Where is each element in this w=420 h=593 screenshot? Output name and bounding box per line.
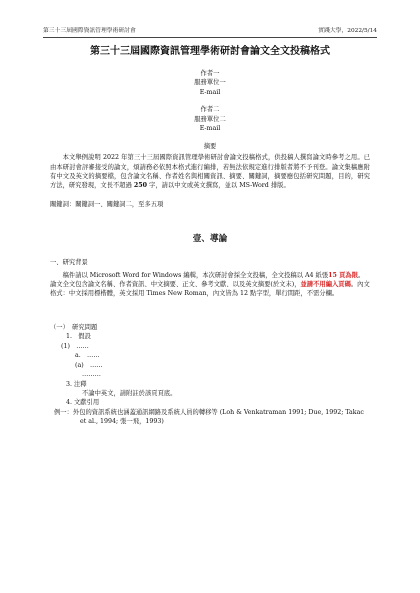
citation-example: 例一：外包的資訊系統也涵蓋通訊網路及系統人員的轉移等 (Loh & Venkatraman 1991; Due, 1992; Takac et al., 1994; 張一飛，1993) bbox=[54, 408, 364, 426]
abstract-body: 本文舉例說明 2022 年第三十三屆國際資訊管理學術研討會論文投稿格式，供投稿人撰寫論文時參考之用。已由本研討會評審接受的論文，煩請務必依照本格式進行編排，若無法依規定進行排版者將不予刊登。論文集稿應附有中文及英文的摘要檔，包含論文名稱、作者姓名與相關資訊、摘要、關鍵詞，摘要應包括研究問題，目的，研究方法，研究發現，文長不超過 bbox=[50, 154, 370, 190]
outline-level4a: a. …… bbox=[75, 352, 100, 360]
author-affiliation: 服務單位一 bbox=[194, 79, 226, 87]
outline-level1 bbox=[50, 323, 370, 332]
abstract-word-limit: 250 bbox=[133, 182, 148, 190]
no-page-number-highlight: 並請不用編入頁碼 bbox=[300, 281, 351, 289]
outline-level1-text: 研究問題 bbox=[72, 323, 98, 331]
outline-level1-number: （一） bbox=[50, 323, 66, 331]
header-conference: 第三十三屆國際資訊管理學術研討會 bbox=[43, 28, 136, 34]
outline-citation-heading: 4. 文獻引用 bbox=[66, 399, 100, 407]
page-limit-highlight: 15 頁為限 bbox=[328, 271, 358, 279]
outline-level2: 1. 假設 bbox=[66, 333, 91, 341]
author-affiliation: 服務單位二 bbox=[194, 115, 226, 123]
author-email: E-mail bbox=[199, 125, 221, 133]
background-text-b: 。論文全文包含論文名稱、作者資訊、中文摘要、正文、參考文獻、以及英文摘要(於文末)， bbox=[50, 271, 365, 289]
author-name: 作者一 bbox=[200, 70, 220, 77]
abstract-ending: 字，請以中文或英文撰寫，並以 MS-Word 排版。 bbox=[147, 182, 290, 190]
outline-notes-text: 不論中英文，請附註於該頁頁底。 bbox=[82, 389, 177, 397]
header-divider bbox=[43, 37, 377, 38]
outline-level3: (1) …… bbox=[61, 342, 89, 350]
document-body bbox=[50, 44, 370, 427]
background-text-c: 。內文格式：中文採用標楷體，英文採用 Times New Roman，內文皆為 12 點字型，單行間距，不需分欄。 bbox=[50, 281, 370, 298]
author-email: E-mail bbox=[199, 88, 221, 96]
author-block-2 bbox=[50, 105, 370, 133]
paper-title: 第三十三屆國際資訊管理學術研討會論文全文投稿格式 bbox=[90, 46, 330, 57]
author-block-1 bbox=[50, 69, 370, 97]
page-header bbox=[43, 27, 377, 36]
section-heading: 壹、導論 bbox=[192, 234, 228, 245]
subsection-heading: 一、研究背景 bbox=[50, 259, 88, 267]
keywords-line: 關鍵詞：關鍵詞一、關鍵詞二，至多五項 bbox=[50, 200, 164, 208]
abstract-text bbox=[50, 153, 370, 191]
header-venue-date: 實踐大學，2022/5/14 bbox=[318, 28, 377, 34]
outline-notes-heading: 3. 注釋 bbox=[66, 380, 87, 388]
background-text-a: 稿件請以 Microsoft Word for Windows 編輯，本次研討會採全文投稿，全文投稿以 A4 紙張 bbox=[62, 271, 329, 279]
abstract-heading: 摘要 bbox=[203, 142, 217, 150]
author-name: 作者二 bbox=[200, 106, 220, 114]
outline-block bbox=[50, 323, 370, 427]
outline-level4c: ……… bbox=[82, 371, 101, 379]
background-paragraph bbox=[50, 271, 370, 299]
outline-level4b: (a) …… bbox=[75, 361, 103, 369]
